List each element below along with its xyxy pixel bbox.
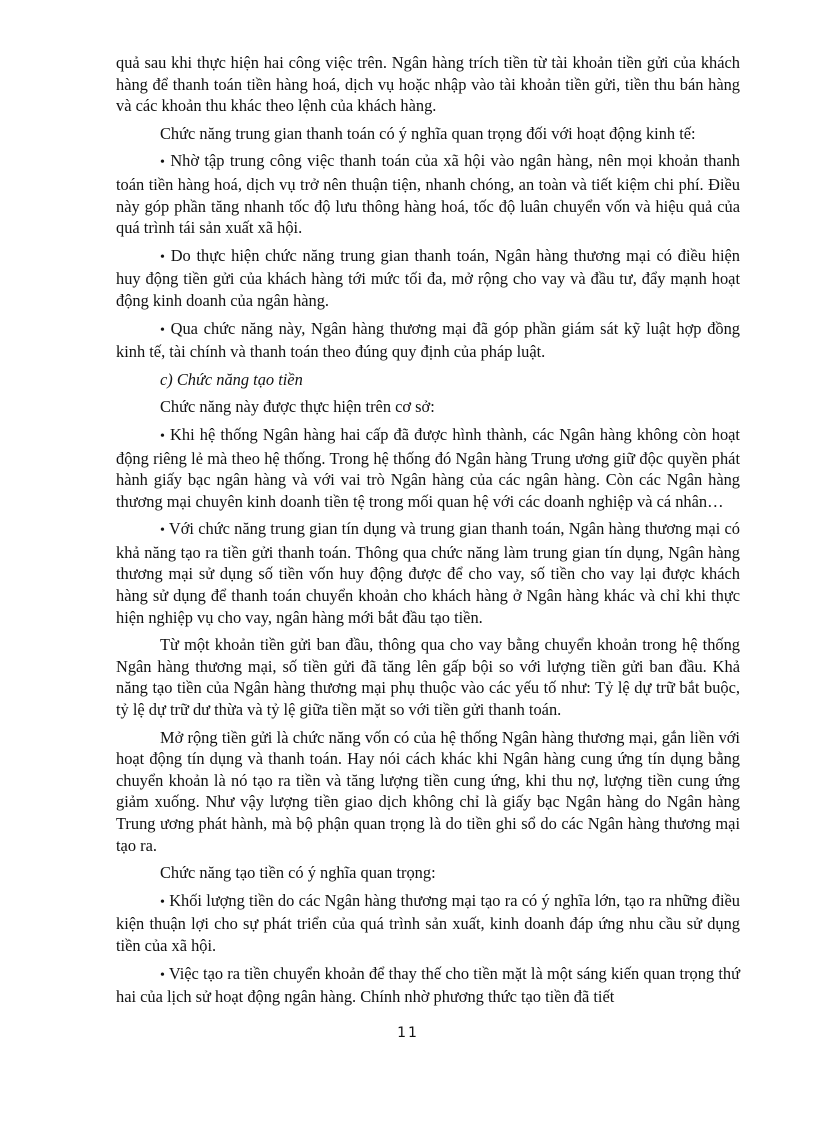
- bullet-paragraph: [116, 963, 740, 1008]
- paragraph: Chức năng trung gian thanh toán có ý nghĩa quan trọng đối với hoạt động kinh tế:: [160, 123, 696, 143]
- paragraph: Mở rộng tiền gửi là chức năng vốn có của hệ thống Ngân hàng thương mại, gắn liền với hoạt động tín dụng và thanh toán. Hay nói cách khác khi Ngân hàng cung ứng tín dụng bằng chuyển khoản là nó tạo ra tiền và tăng lượng tiền cung ứng, khi thu nợ, lượng tiền cung ứng giảm xuống. Như vậy lượng tiền giao dịch không chỉ là giấy bạc Ngân hàng do Ngân hàng Trung ương phát hành, mà bộ phận quan trọng là do tiền ghi sổ do các Ngân hàng thương mại tạo ra.: [116, 727, 740, 855]
- bullet-paragraph: [116, 150, 740, 238]
- bullet-paragraph: [116, 518, 740, 628]
- bullet-icon: •: [160, 322, 165, 338]
- page-number: 11: [397, 1025, 419, 1041]
- bullet-text: Khi hệ thống Ngân hàng hai cấp đã được hình thành, các Ngân hàng không còn hoạt động riêng lẻ mà theo hệ thống. Trong hệ thống đó Ngân hàng Trung ương giữ độc quyền phát hành giấy bạc ngân hàng và với vai trò Ngân hàng của các ngân hàng. Còn các Ngân hàng thương mại chuyên kinh doanh tiền tệ trong mối quan hệ với các doanh nghiệp và cá nhân…: [116, 424, 740, 511]
- bullet-icon: •: [160, 523, 165, 539]
- paragraph: Chức năng tạo tiền có ý nghĩa quan trọng:: [160, 863, 436, 883]
- bullet-text: Nhờ tập trung công việc thanh toán của xã hội vào ngân hàng, nên mọi khoản thanh toán tiền hàng hoá, dịch vụ trở nên thuận tiện, nhanh chóng, an toàn và tiết kiệm chi phí. Điều này góp phần tăng nhanh tốc độ lưu thông hàng hoá, tốc độ luân chuyển vốn và hiệu quả của quá trình tái sản xuất xã hội.: [116, 151, 740, 238]
- bullet-icon: •: [160, 428, 165, 444]
- document-body: [116, 52, 740, 1014]
- bullet-text: Qua chức năng này, Ngân hàng thương mại đã góp phần giám sát kỹ luật hợp đồng kinh tế, tài chính và thanh toán theo đúng quy định của pháp luật.: [116, 318, 740, 362]
- paragraph: Từ một khoản tiền gửi ban đầu, thông qua cho vay bằng chuyển khoản trong hệ thống Ngân hàng thương mại, số tiền gửi đã tăng lên gấp bội so với lượng tiền gửi ban đầu. Khả năng tạo tiền của Ngân hàng thương mại phụ thuộc vào các yếu tố như: Tỷ lệ dự trữ bắt buộc, tỷ lệ dự trữ dư thừa và tỷ lệ giữa tiền mặt so với tiền gửi thanh toán.: [116, 635, 740, 720]
- bullet-text: Với chức năng trung gian tín dụng và trung gian thanh toán, Ngân hàng thương mại có khả năng tạo ra tiền gửi thanh toán. Thông qua chức năng làm trung gian tín dụng, Ngân hàng thương mại sử dụng số tiền vốn huy động được để cho vay, số tiền cho vay lại được khách hàng sử dụng để thanh toán chuyển khoản cho khách hàng ở Ngân hàng khác và chỉ khi thực hiện nghiệp vụ cho vay, ngân hàng mới bắt đầu tạo tiền.: [116, 519, 740, 627]
- bullet-paragraph: [116, 890, 740, 957]
- bullet-paragraph: [116, 245, 740, 312]
- bullet-paragraph: [116, 424, 740, 512]
- section-heading: c) Chức năng tạo tiền: [160, 369, 303, 389]
- bullet-icon: •: [160, 967, 165, 983]
- paragraph: quả sau khi thực hiện hai công việc trên. Ngân hàng trích tiền từ tài khoản tiền gửi của khách hàng để thanh toán tiền hàng hoá, dịch vụ hoặc nhập vào tài khoản tiền gửi, tiền thu bán hàng và các khoản thu khác theo lệnh của khách hàng.: [116, 53, 740, 116]
- bullet-text: Do thực hiện chức năng trung gian thanh toán, Ngân hàng thương mại có điều hiện huy động tiền gửi của khách hàng tới mức tối đa, mở rộng cho vay và đầu tư, đẩy mạnh hoạt động kinh doanh của ngân hàng.: [116, 245, 740, 310]
- paragraph: Chức năng này được thực hiện trên cơ sở:: [160, 397, 435, 417]
- bullet-icon: •: [160, 894, 165, 910]
- bullet-text: Khối lượng tiền do các Ngân hàng thương mại tạo ra có ý nghĩa lớn, tạo ra những điều kiện thuận lợi cho sự phát triển của quá trình sản xuất, kinh doanh đáp ứng nhu cầu sử dụng tiền của xã hội.: [116, 890, 740, 955]
- bullet-text: Việc tạo ra tiền chuyển khoản để thay thế cho tiền mặt là một sáng kiến quan trọng thứ hai của lịch sử hoạt động ngân hàng. Chính nhờ phương thức tạo tiền đã tiết: [116, 963, 740, 1007]
- bullet-icon: •: [160, 249, 165, 265]
- bullet-paragraph: [116, 318, 740, 363]
- bullet-icon: •: [160, 155, 165, 171]
